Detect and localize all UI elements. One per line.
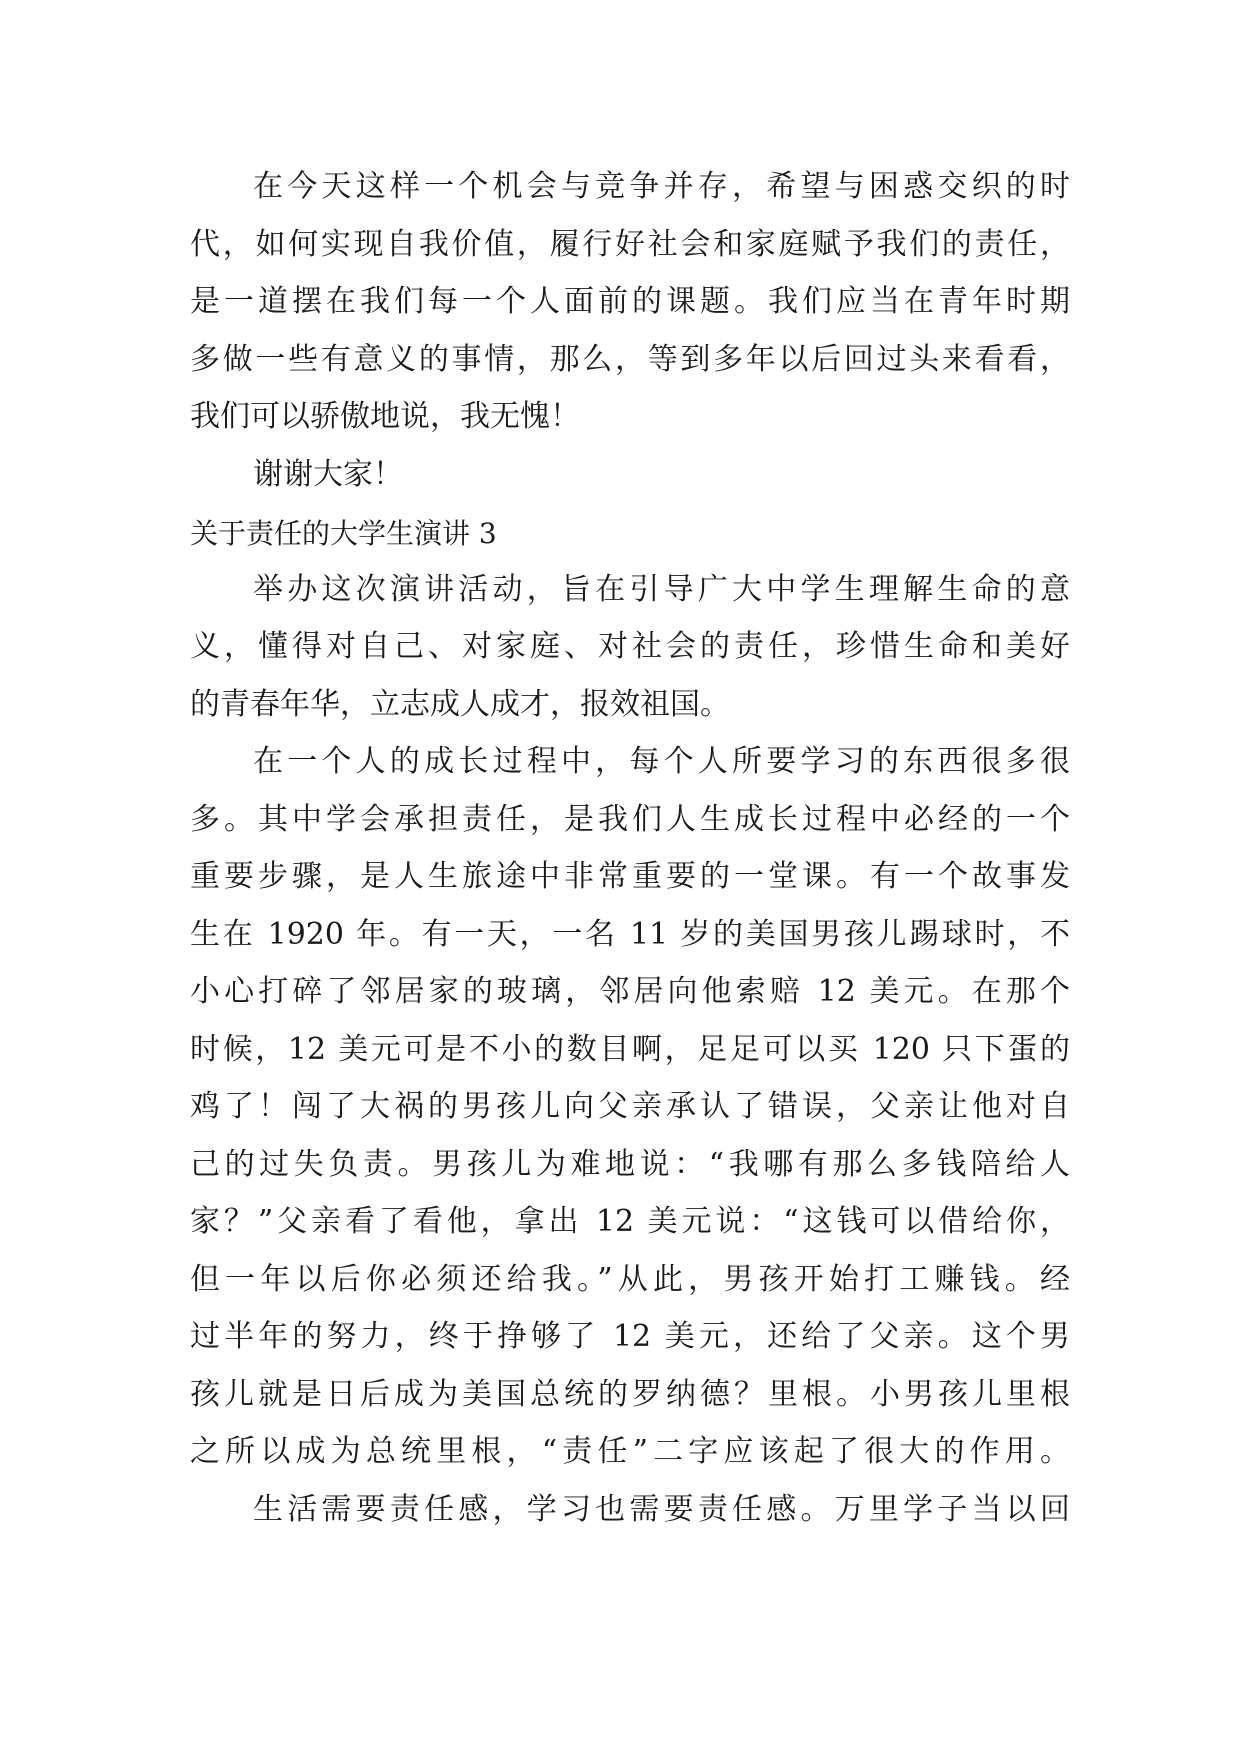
paragraph-1-line-2: 代，如何实现自我价值，履行好社会和家庭赋予我们的责任， [190, 227, 1070, 262]
paragraph-2-line-1: 谢谢大家！ [253, 457, 403, 492]
paragraph-4-line-10: 但一年以后你必须还给我。”从此，男孩开始打工赚钱。经 [190, 1262, 1070, 1297]
paragraph-4-line-9: 家？”父亲看了看他，拿出 12 美元说：“这钱可以借给你， [190, 1204, 1070, 1239]
paragraph-4-line-4: 生在 1920 年。有一天，一名 11 岁的美国男孩儿踢球时，不 [190, 917, 1070, 952]
paragraph-4-line-8: 己的过失负责。男孩儿为难地说：“我哪有那么多钱陪给人 [190, 1147, 1070, 1182]
paragraph-4-line-5: 小心打碎了邻居家的玻璃，邻居向他索赔 12 美元。在那个 [190, 974, 1070, 1009]
paragraph-4-line-13: 之所以成为总统里根，“责任”二字应该起了很大的作用。 [190, 1434, 1070, 1469]
paragraph-1-line-3: 是一道摆在我们每一个人面前的课题。我们应当在青年时期 [190, 284, 1070, 319]
paragraph-1-line-5: 我们可以骄傲地说，我无愧！ [190, 399, 580, 434]
paragraph-4-line-12: 孩儿就是日后成为美国总统的罗纳德？里根。小男孩儿里根 [190, 1377, 1070, 1412]
paragraph-4-line-11: 过半年的努力，终于挣够了 12 美元，还给了父亲。这个男 [190, 1319, 1070, 1354]
paragraph-1-line-1: 在今天这样一个机会与竞争并存，希望与困惑交织的时 [253, 169, 1070, 204]
paragraph-5-line-1: 生活需要责任感，学习也需要责任感。万里学子当以回 [253, 1492, 1070, 1527]
paragraph-4-line-6: 时候，12 美元可是不小的数目啊，足足可以买 120 只下蛋的 [190, 1032, 1070, 1067]
paragraph-3-line-1: 举办这次演讲活动，旨在引导广大中学生理解生命的意 [253, 572, 1070, 607]
paragraph-4-line-2: 多。其中学会承担责任，是我们人生成长过程中必经的一个 [190, 802, 1070, 837]
paragraph-4-line-1: 在一个人的成长过程中，每个人所要学习的东西很多很 [253, 744, 1070, 779]
paragraph-1-line-4: 多做一些有意义的事情，那么，等到多年以后回过头来看看， [190, 342, 1070, 377]
paragraph-3-line-3: 的青春年华，立志成人成才，报效祖国。 [190, 687, 730, 722]
paragraph-4-line-7: 鸡了！闯了大祸的男孩儿向父亲承认了错误，父亲让他对自 [190, 1089, 1070, 1124]
section-heading: 关于责任的大学生演讲 3 [190, 517, 497, 550]
paragraph-4-line-3: 重要步骤，是人生旅途中非常重要的一堂课。有一个故事发 [190, 859, 1070, 894]
paragraph-3-line-2: 义，懂得对自己、对家庭、对社会的责任，珍惜生命和美好 [190, 629, 1070, 664]
